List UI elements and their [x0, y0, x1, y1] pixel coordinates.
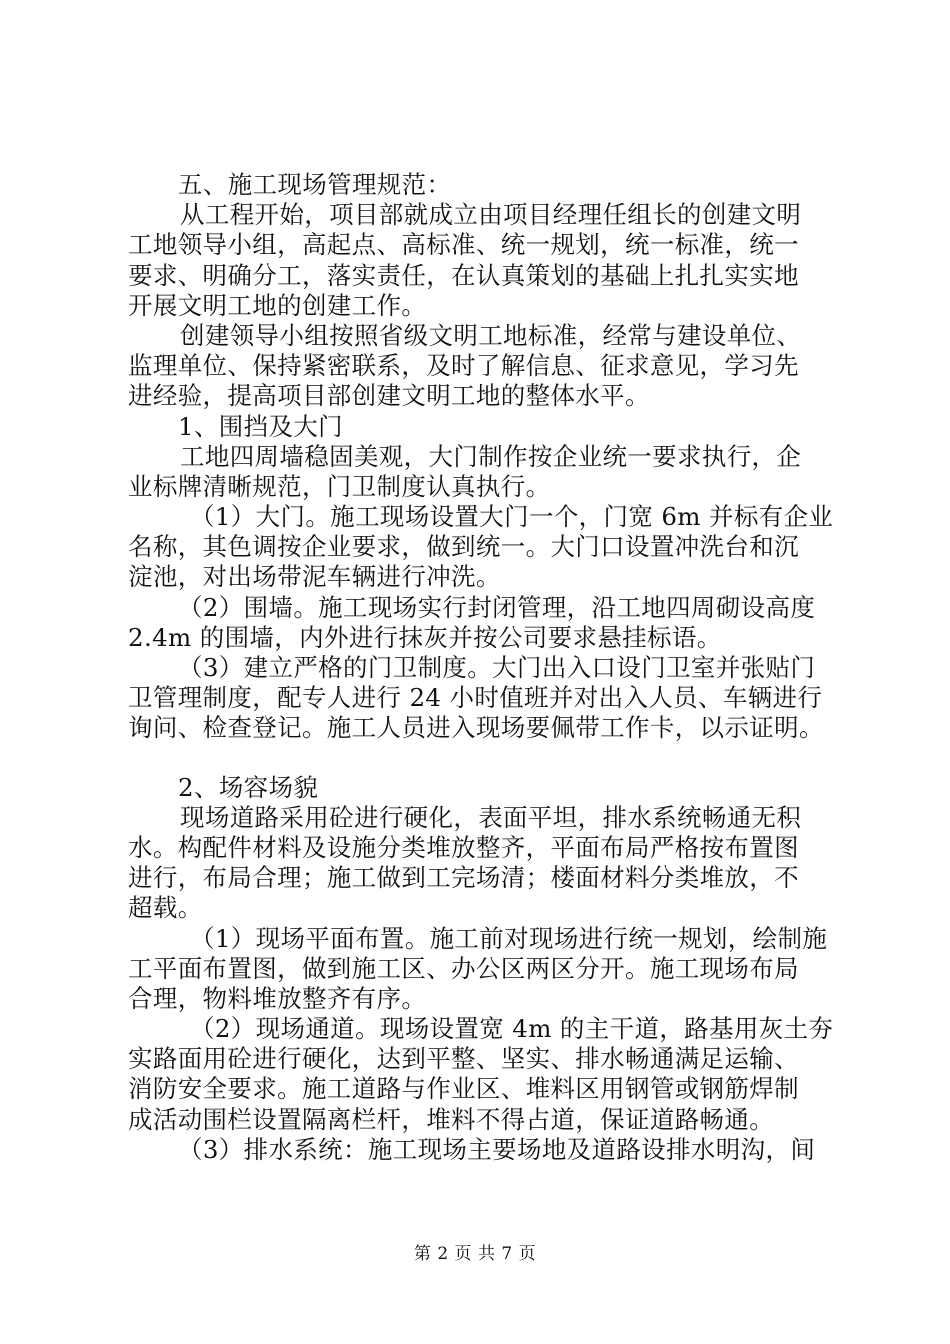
- paragraph-line: 业标牌清晰规范，门卫制度认真执行。: [128, 471, 551, 501]
- paragraph-line: 工平面布置图，做到施工区、办公区两区分开。施工现场布局: [128, 953, 799, 983]
- paragraph-line: 合理，物料堆放整齐有序。: [128, 983, 427, 1013]
- paragraph-line: 水。构配件材料及设施分类堆放整齐，平面布局严格按布置图: [128, 832, 799, 862]
- page-number: 第 2 页 共 7 页: [413, 1244, 537, 1264]
- paragraph-line: （2）现场通道。现场设置宽 4m 的主干道，路基用灰土夯: [190, 1014, 834, 1044]
- paragraph-line: 从工程开始，项目部就成立由项目经理任组长的创建文明: [180, 200, 802, 230]
- paragraph-line: 名称，其色调按企业要求，做到统一。大门口设置冲洗台和沉: [128, 532, 799, 562]
- paragraph-line: 消防安全要求。施工道路与作业区、堆料区用钢管或钢筋焊制: [128, 1074, 799, 1104]
- paragraph-line: 2.4m 的围墙，内外进行抹灰并按公司要求悬挂标语。: [128, 622, 722, 652]
- paragraph-line: （3）建立严格的门卫制度。大门出入口设门卫室并张贴门: [178, 653, 816, 682]
- page-footer: [0, 1244, 950, 1264]
- paragraph-line: 要求、明确分工，落实责任，在认真策划的基础上扎扎实实地: [128, 260, 799, 290]
- paragraph-line: 卫管理制度，配专人进行 24 小时值班并对出入人员、车辆进行: [128, 683, 823, 713]
- paragraph-line: 现场道路采用砼进行硬化，表面平坦，排水系统畅通无积: [180, 802, 802, 832]
- paragraph-line: 超载。: [128, 893, 203, 923]
- paragraph-line: 工地四周墙稳固美观，大门制作按企业统一要求执行，企: [180, 441, 802, 471]
- paragraph-line: 淀池，对出场带泥车辆进行冲洗。: [128, 562, 501, 592]
- paragraph-line: 询问、检查登记。施工人员进入现场要佩带工作卡，以示证明。: [128, 713, 824, 743]
- paragraph-line: （1）现场平面布置。施工前对现场进行统一规划，绘制施: [190, 923, 828, 953]
- paragraph-line: （2）围墙。施工现场实行封闭管理，沿工地四周砌设高度: [178, 592, 816, 622]
- paragraph-line: 工地领导小组，高起点、高标准、统一规划，统一标准，统一: [128, 230, 799, 260]
- paragraph-line: （1）大门。施工现场设置大门一个，门宽 6m 并标有企业: [190, 502, 834, 532]
- paragraph-gap: [128, 744, 828, 773]
- subsection-heading: 1、围挡及大门: [178, 411, 344, 441]
- paragraph-line: （3）排水系统：施工现场主要场地及道路设排水明沟，间: [178, 1134, 816, 1164]
- paragraph-line: 成活动围栏设置隔离栏杆，堆料不得占道，保证道路畅通。: [128, 1104, 775, 1134]
- document-body: [128, 170, 834, 1165]
- paragraph-line: 开展文明工地的创建工作。: [128, 290, 427, 320]
- paragraph-line: 进行，布局合理；施工做到工完场清；楼面材料分类堆放，不: [128, 863, 799, 893]
- paragraph-line: 创建领导小组按照省级文明工地标准，经常与建设单位、: [180, 320, 802, 350]
- paragraph-line: 实路面用砼进行硬化，达到平整、坚实、排水畅通满足运输、: [128, 1044, 799, 1074]
- paragraph-line: 监理单位、保持紧密联系，及时了解信息、征求意见，学习先: [128, 351, 799, 381]
- paragraph-line: 进经验，提高项目部创建文明工地的整体水平。: [128, 381, 650, 411]
- section-heading: 五、施工现场管理规范：: [178, 170, 452, 199]
- subsection-heading: 2、场容场貌: [178, 772, 319, 802]
